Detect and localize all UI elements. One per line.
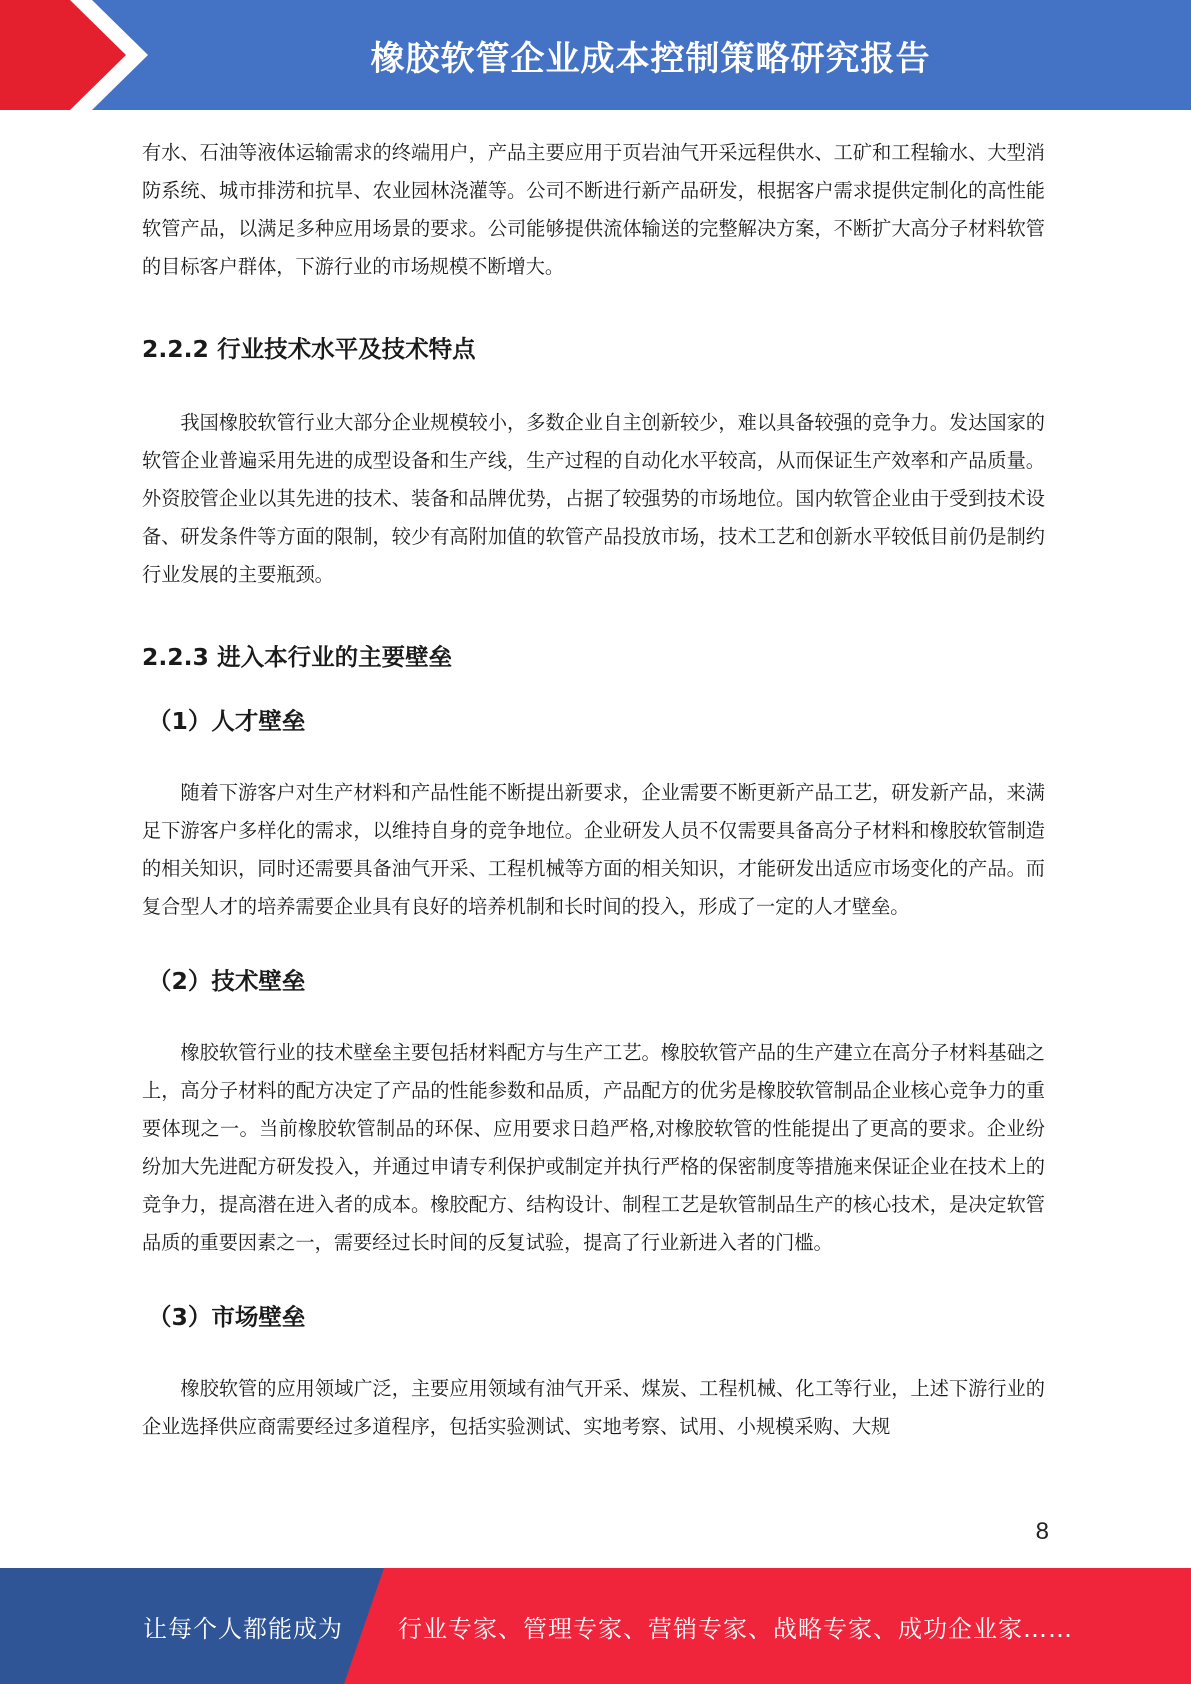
page-header	[0, 0, 1191, 110]
paragraph-downstream: 有水、石油等液体运输需求的终端用户，产品主要应用于页岩油气开采远程供水、工矿和工程输水、大型消防系统、城市排涝和抗旱、农业园林浇灌等。公司不断进行新产品研发，根据客户需求提供定制化的高性能软管产品，以满足多种应用场景的要求。公司能够提供流体输送的完整解决方案，不断扩大高分子材料软管的目标客户群体，下游行业的市场规模不断增大。	[142, 141, 1045, 278]
paragraph-talent-barrier: 随着下游客户对生产材料和产品性能不断提出新要求，企业需要不断更新产品工艺，研发新产品，来满足下游客户多样化的需求，以维持自身的竞争地位。企业研发人员不仅需要具备高分子材料和橡胶软管制造的相关知识，同时还需要具备油气开采、工程机械等方面的相关知识，才能研发出适应市场变化的产品。而复合型人才的培养需要企业具有良好的培养机制和长时间的投入，形成了一定的人才壁垒。	[142, 781, 1045, 918]
footer-slogan-left: 让每个人都能成为	[143, 1614, 343, 1643]
page-footer	[0, 1568, 1191, 1684]
section-heading-2-2-3: 2.2.3 进入本行业的主要壁垒	[142, 643, 453, 671]
subheading-market-barrier: （3）市场壁垒	[148, 1303, 306, 1331]
header-arrow-icon	[0, 0, 160, 110]
subheading-tech-barrier: （2）技术壁垒	[148, 967, 306, 995]
page-number: 8	[1035, 1518, 1049, 1545]
section-heading-2-2-2: 2.2.2 行业技术水平及技术特点	[142, 335, 476, 363]
subheading-talent-barrier: （1）人才壁垒	[148, 707, 306, 735]
paragraph-tech-barrier: 橡胶软管行业的技术壁垒主要包括材料配方与生产工艺。橡胶软管产品的生产建立在高分子材料基础之上，高分子材料的配方决定了产品的性能参数和品质，产品配方的优劣是橡胶软管制品企业核心竞争力的重要体现之一。当前橡胶软管制品的环保、应用要求日趋严格,对橡胶软管的性能提出了更高的要求。企业纷纷加大先进配方研发投入，并通过申请专利保护或制定并执行严格的保密制度等措施来保证企业在技术上的竞争力，提高潜在进入者的成本。橡胶配方、结构设计、制程工艺是软管制品生产的核心技术，是决定软管品质的重要因素之一，需要经过长时间的反复试验，提高了行业新进入者的门槛。	[142, 1041, 1045, 1254]
report-title: 橡胶软管企业成本控制策略研究报告	[370, 38, 931, 79]
document-body	[142, 134, 1045, 1446]
paragraph-market-barrier: 橡胶软管的应用领域广泛，主要应用领域有油气开采、煤炭、工程机械、化工等行业，上述下游行业的企业选择供应商需要经过多道程序，包括实验测试、实地考察、试用、小规模采购、大规	[142, 1377, 1045, 1438]
footer-slogan-right: 行业专家、管理专家、营销专家、战略专家、成功企业家……	[398, 1614, 1073, 1643]
paragraph-tech-level: 我国橡胶软管行业大部分企业规模较小，多数企业自主创新较少，难以具备较强的竞争力。发达国家的软管企业普遍采用先进的成型设备和生产线，生产过程的自动化水平较高，从而保证生产效率和产品质量。外资胶管企业以其先进的技术、装备和品牌优势，占据了较强势的市场地位。国内软管企业由于受到技术设备、研发条件等方面的限制，较少有高附加值的软管产品投放市场，技术工艺和创新水平较低目前仍是制约行业发展的主要瓶颈。	[142, 411, 1045, 586]
